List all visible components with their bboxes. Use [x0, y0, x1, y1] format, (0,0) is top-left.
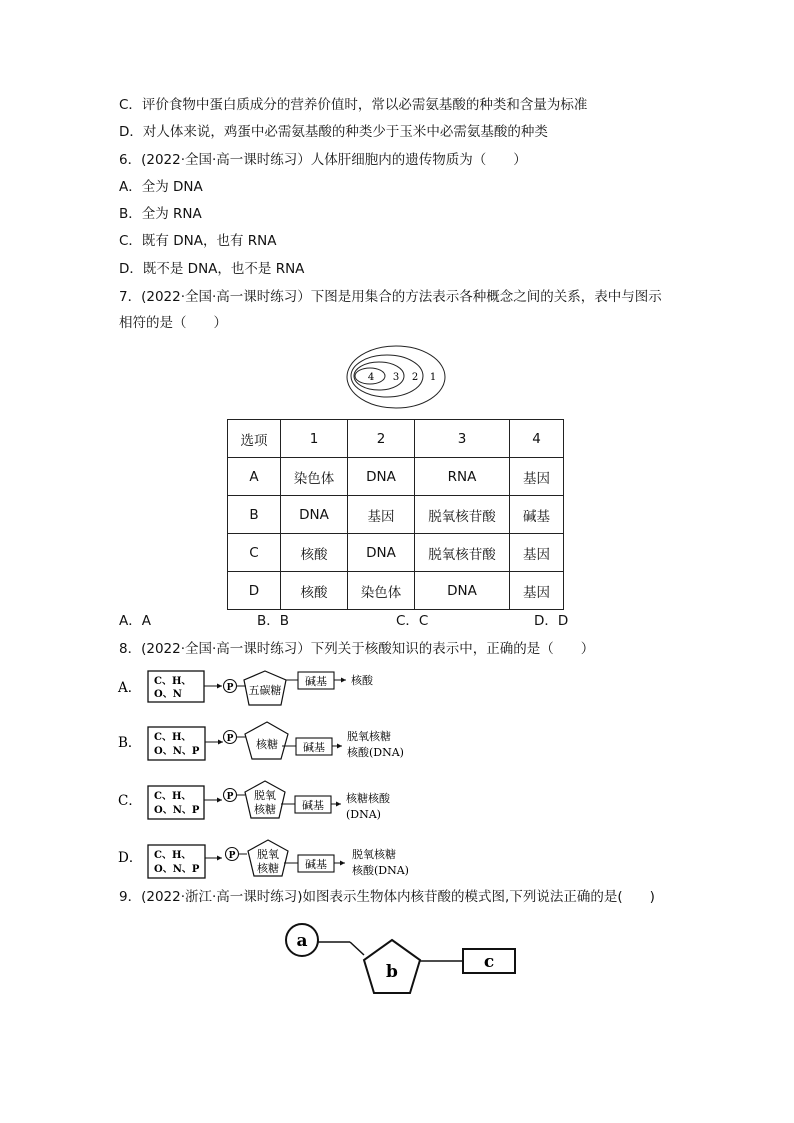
- option-letter: C．: [118, 793, 142, 809]
- option-letter: D．: [118, 850, 143, 866]
- table-row: [228, 572, 564, 610]
- result-label-line2: 核酸(DNA): [347, 746, 404, 759]
- line-5d: D．对人体来说，鸡蛋中必需氨基酸的种类少于玉米中必需氨基酸的种类: [119, 124, 548, 140]
- table-cell: DNA: [348, 458, 415, 496]
- nucleotide-diagram: [282, 920, 522, 1000]
- result-label-line2: 核酸(DNA): [352, 864, 409, 877]
- phosphate-label: P: [226, 683, 234, 693]
- question-6: 6．(2022·全国·高一课时练习）人体肝细胞内的遗传物质为（ ）: [119, 152, 527, 168]
- table-cell: 脱氧核苷酸: [415, 534, 510, 572]
- venn-label-3: 3: [392, 372, 400, 383]
- table-cell: D: [228, 572, 281, 610]
- result-label-line1: 脱氧核糖: [347, 730, 391, 743]
- sugar-label: 五碳糖: [248, 684, 282, 697]
- base-label: 碱基: [302, 799, 324, 812]
- table-row: [228, 458, 564, 496]
- table-cell: 基因: [510, 458, 564, 496]
- sugar-b-label: b: [386, 962, 398, 982]
- header-cell: 3: [415, 420, 510, 458]
- table-cell: 染色体: [281, 458, 348, 496]
- table-cell: DNA: [415, 572, 510, 610]
- sugar-label-line1: 脱氧: [257, 848, 279, 861]
- sugar-label-line1: 脱氧: [254, 789, 276, 802]
- nested-set-diagram: [346, 344, 450, 410]
- option-6b: B．全为 RNA: [119, 206, 202, 222]
- line-5c: C．评价食物中蛋白质成分的营养价值时，常以必需氨基酸的种类和含量为标准: [119, 97, 588, 113]
- venn-label-4: 4: [367, 372, 375, 383]
- elements-line1: C、H、: [154, 791, 192, 802]
- option-6a: A．全为 DNA: [119, 179, 203, 195]
- sugar-label-line2: 核糖: [254, 803, 276, 816]
- option-6d: D．既不是 DNA，也不是 RNA: [119, 261, 305, 277]
- table-row: [228, 496, 564, 534]
- result-label: 核酸: [351, 674, 373, 687]
- option-6c: C．既有 DNA，也有 RNA: [119, 233, 277, 249]
- elements-line1: C、H、: [154, 676, 192, 687]
- table-cell: 碱基: [510, 496, 564, 534]
- result-label-line1: 核糖核酸: [346, 792, 390, 805]
- sugar-label-line2: 核糖: [257, 862, 279, 875]
- table-cell: 基因: [510, 572, 564, 610]
- question-7-line1: 7．(2022·全国·高一课时练习）下图是用集合的方法表示各种概念之间的关系，表中与图示: [119, 289, 662, 305]
- elements-line2: O、N、P: [154, 805, 200, 816]
- table-cell: 基因: [510, 534, 564, 572]
- elements-line1: C、H、: [154, 732, 192, 743]
- elements-line2: O、N: [154, 689, 182, 700]
- answer-7d: D．D: [534, 613, 569, 629]
- table-cell: 染色体: [348, 572, 415, 610]
- answer-7c: C．C: [396, 613, 429, 629]
- base-label: 碱基: [303, 741, 325, 754]
- table-cell: DNA: [348, 534, 415, 572]
- options-table: [227, 419, 564, 610]
- question-9: 9．(2022·浙江·高一课时练习)如图表示生物体内核苷酸的模式图,下列说法正确的是( ): [119, 889, 655, 905]
- phosphate-label: P: [226, 734, 234, 744]
- table-cell: B: [228, 496, 281, 534]
- table-cell: 基因: [348, 496, 415, 534]
- base-label: 碱基: [305, 858, 327, 871]
- table-cell: C: [228, 534, 281, 572]
- base-label: 碱基: [305, 675, 327, 688]
- phosphate-label: P: [226, 792, 234, 802]
- elements-line2: O、N、P: [154, 746, 200, 757]
- phosphate-a-label: a: [296, 931, 308, 951]
- table-cell: 核酸: [281, 572, 348, 610]
- table-cell: RNA: [415, 458, 510, 496]
- table-cell: 核酸: [281, 534, 348, 572]
- elements-line1: C、H、: [154, 850, 192, 861]
- table-header-row: [228, 420, 564, 458]
- base-c-label: c: [483, 952, 495, 972]
- header-cell: 选项: [228, 420, 281, 458]
- question-7-line2: 相符的是（ ）: [119, 315, 227, 331]
- q8-option-a-diagram: [116, 664, 436, 712]
- header-cell: 4: [510, 420, 564, 458]
- venn-label-2: 2: [411, 372, 419, 383]
- question-8: 8．(2022·全国·高一课时练习）下列关于核酸知识的表示中，正确的是（ ）: [119, 641, 595, 657]
- table-cell: DNA: [281, 496, 348, 534]
- venn-label-1: 1: [429, 372, 437, 383]
- result-label-line1: 脱氧核糖: [352, 848, 396, 861]
- sugar-label: 核糖: [256, 738, 278, 751]
- header-cell: 2: [348, 420, 415, 458]
- q8-option-b-diagram: [116, 720, 436, 768]
- header-cell: 1: [281, 420, 348, 458]
- answer-7a: A．A: [119, 613, 151, 629]
- q8-option-d-diagram: [116, 834, 436, 882]
- table-cell: A: [228, 458, 281, 496]
- table-cell: 脱氧核苷酸: [415, 496, 510, 534]
- phosphate-label: P: [228, 851, 236, 861]
- result-label-line2: (DNA): [346, 808, 381, 821]
- elements-line2: O、N、P: [154, 864, 200, 875]
- option-letter: B．: [118, 735, 142, 751]
- table-row: [228, 534, 564, 572]
- option-letter: A．: [118, 680, 142, 696]
- q8-option-c-diagram: [116, 778, 436, 826]
- answer-7b: B．B: [257, 613, 290, 629]
